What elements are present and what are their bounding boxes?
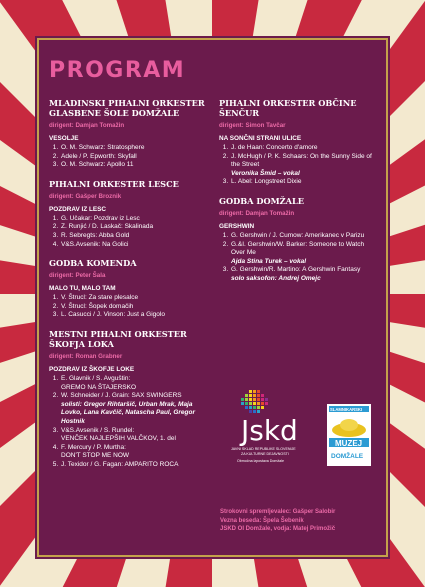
piece-title: W. Schneider / J. Grain: SAX SWINGERS — [61, 392, 182, 400]
orchestra-section — [49, 329, 209, 470]
museum-logo — [327, 404, 371, 466]
piece-item — [230, 144, 379, 153]
piece-title: J. McHugh / P. K. Schaars: On the Sunny Side of the Street — [231, 152, 372, 169]
credit-line: Vezna beseda: Špela Šebenik — [220, 517, 304, 524]
piece-item — [60, 461, 209, 470]
credit-line: JSKD OI Domžale, vodja: Matej Primožič — [220, 526, 336, 532]
piece-item: 1. V. Štrucl: Za stare plesalce — [60, 294, 209, 303]
program-title: NA SONČNI STRANI ULICE — [219, 135, 302, 142]
program-title: MALO TU, MALO TAM — [49, 285, 116, 293]
piece-list — [49, 215, 209, 249]
program-title: VESOLJE — [49, 135, 79, 142]
piece-title: G. Gershwin/R. Martino: A Gershwin Fantasy — [231, 266, 361, 274]
piece-title: J. Texidor / G. Fagan: AMPARITO ROCA — [61, 460, 179, 468]
piece-item: 4. V&S.Avsenik: Na Golici — [60, 241, 209, 250]
conductor: dirigent: Roman Grabner — [49, 352, 123, 360]
piece-title: E. Glavnik / S. Avguštin: — [61, 374, 131, 382]
piece-item — [230, 266, 379, 283]
conductor: dirigent: Gašper Broznik — [49, 192, 122, 200]
orchestra-name: GODBA DOMŽALE — [219, 195, 304, 206]
program-title: POZDRAV IZ ŠKOFJE LOKE — [49, 365, 135, 373]
orchestra-name: MESTNI PIHALNI ORKESTER ŠKOFJA LOKA — [49, 328, 187, 349]
orchestra-name: PIHALNI ORKESTER OBČINE ŠENČUR — [219, 98, 357, 118]
piece-title: V&S.Avsenik / S. Rundel: — [61, 426, 135, 434]
page-title: PROGRAM — [49, 58, 186, 83]
piece-list — [49, 144, 209, 170]
piece-item: 3. R. Sebregts: Abba Gold — [60, 232, 209, 241]
jskd-subtitle-2: ZA KULTURNE DEJAVNOSTI — [241, 452, 289, 456]
piece-subtitle: Ajda Stina Turek – vokal — [231, 257, 307, 265]
program-title: POZDRAV IZ LESC — [49, 205, 107, 213]
piece-item — [60, 444, 209, 461]
piece-title: G.&I. Gershwin/W. Barker: Someone to Watch Over Me — [231, 240, 365, 257]
piece-list — [219, 144, 379, 187]
orchestra-name: PIHALNI ORKESTER LESCE — [49, 178, 179, 189]
piece-item: 3. L. Casucci / J. Vinson: Just a Gigolo — [60, 311, 209, 320]
piece-item: 1. G. Učakar: Pozdrav iz Lesc — [60, 215, 209, 224]
piece-title: J. de Haan: Concerto d'amore — [231, 144, 318, 151]
piece-item: 3. O. M. Schwarz: Apollo 11 — [60, 161, 209, 170]
piece-item: 2. Adele / P. Epworth: Skyfall — [60, 153, 209, 162]
program-panel — [39, 40, 386, 555]
piece-subtitle: solo saksofon: Andrej Omejc — [231, 274, 321, 282]
piece-item — [60, 392, 209, 426]
conductor: dirigent: Damjan Tomažin — [219, 209, 295, 217]
jskd-subtitle-3: Območna izpostava Domžale — [237, 459, 284, 463]
piece-subtitle: DON'T STOP ME NOW — [61, 452, 130, 460]
piece-title: L. Abel: Longstreet Dixie — [231, 178, 302, 186]
museum-bottom-text: DOMŽALE — [331, 453, 364, 460]
orchestra-section — [49, 98, 209, 170]
credit-line: Strokovni spremljevalec: Gašper Salobir — [220, 509, 336, 515]
piece-item — [60, 427, 209, 444]
piece-title: F. Mercury / P. Murtha: — [61, 443, 126, 451]
museum-top-text: SLAMNIKARSKI — [330, 407, 363, 412]
piece-list — [49, 294, 209, 320]
piece-list — [219, 232, 379, 284]
orchestra-section — [49, 258, 209, 320]
conductor: dirigent: Damjan Tomažin — [49, 122, 125, 129]
jskd-wordmark: Jskd — [241, 414, 298, 447]
orchestra-section — [219, 196, 379, 284]
credits — [220, 508, 380, 534]
orchestra-section — [49, 179, 209, 249]
piece-item: 2. V. Štrucl: Šopek domačih — [60, 303, 209, 312]
piece-item: 1. O. M. Schwarz: Stratosphere — [60, 144, 209, 153]
jskd-subtitle-1: JAVNI SKLAD REPUBLIKE SLOVENIJE — [231, 447, 296, 451]
jskd-color-mosaic — [241, 390, 268, 413]
orchestra-name: GODBA KOMENDA — [49, 258, 137, 269]
conductor: dirigent: Simon Tavčar — [219, 122, 286, 129]
piece-list — [49, 375, 209, 470]
right-column — [219, 98, 379, 293]
piece-subtitle: VENČEK NAJLEPŠIH VALČKOV, 1. del — [61, 435, 176, 443]
left-column — [49, 98, 209, 478]
museum-mid-text: MUZEJ — [335, 439, 363, 448]
orchestra-section — [219, 98, 379, 187]
conductor: dirigent: Peter Šala — [49, 272, 106, 280]
piece-item — [60, 375, 209, 392]
orchestra-name: MLADINSKI PIHALNI ORKESTER GLASBENE ŠOLE DOMŽALE — [49, 98, 205, 118]
piece-subtitle: solisti: Gregor Rihtaršič, Urban Mrak, Maja Lovko, Lana Kavčič, Natascha Paul, Gregor Hostnik — [61, 400, 196, 425]
piece-item: 2. Z. Runjić / D. Laskač: Skalinada — [60, 223, 209, 232]
piece-subtitle: Veronika Šmid – vokal — [231, 169, 300, 177]
piece-item — [230, 241, 379, 267]
piece-item — [230, 232, 379, 241]
sponsor-logos — [229, 390, 379, 490]
piece-item — [230, 178, 379, 187]
piece-title: G. Gershwin / J. Cumow: Amerikanec v Parizu — [231, 231, 365, 239]
piece-item — [230, 153, 379, 179]
program-title: GERSHWIN — [219, 222, 255, 230]
piece-subtitle: GREMO NA ŠTAJERSKO — [61, 383, 137, 391]
